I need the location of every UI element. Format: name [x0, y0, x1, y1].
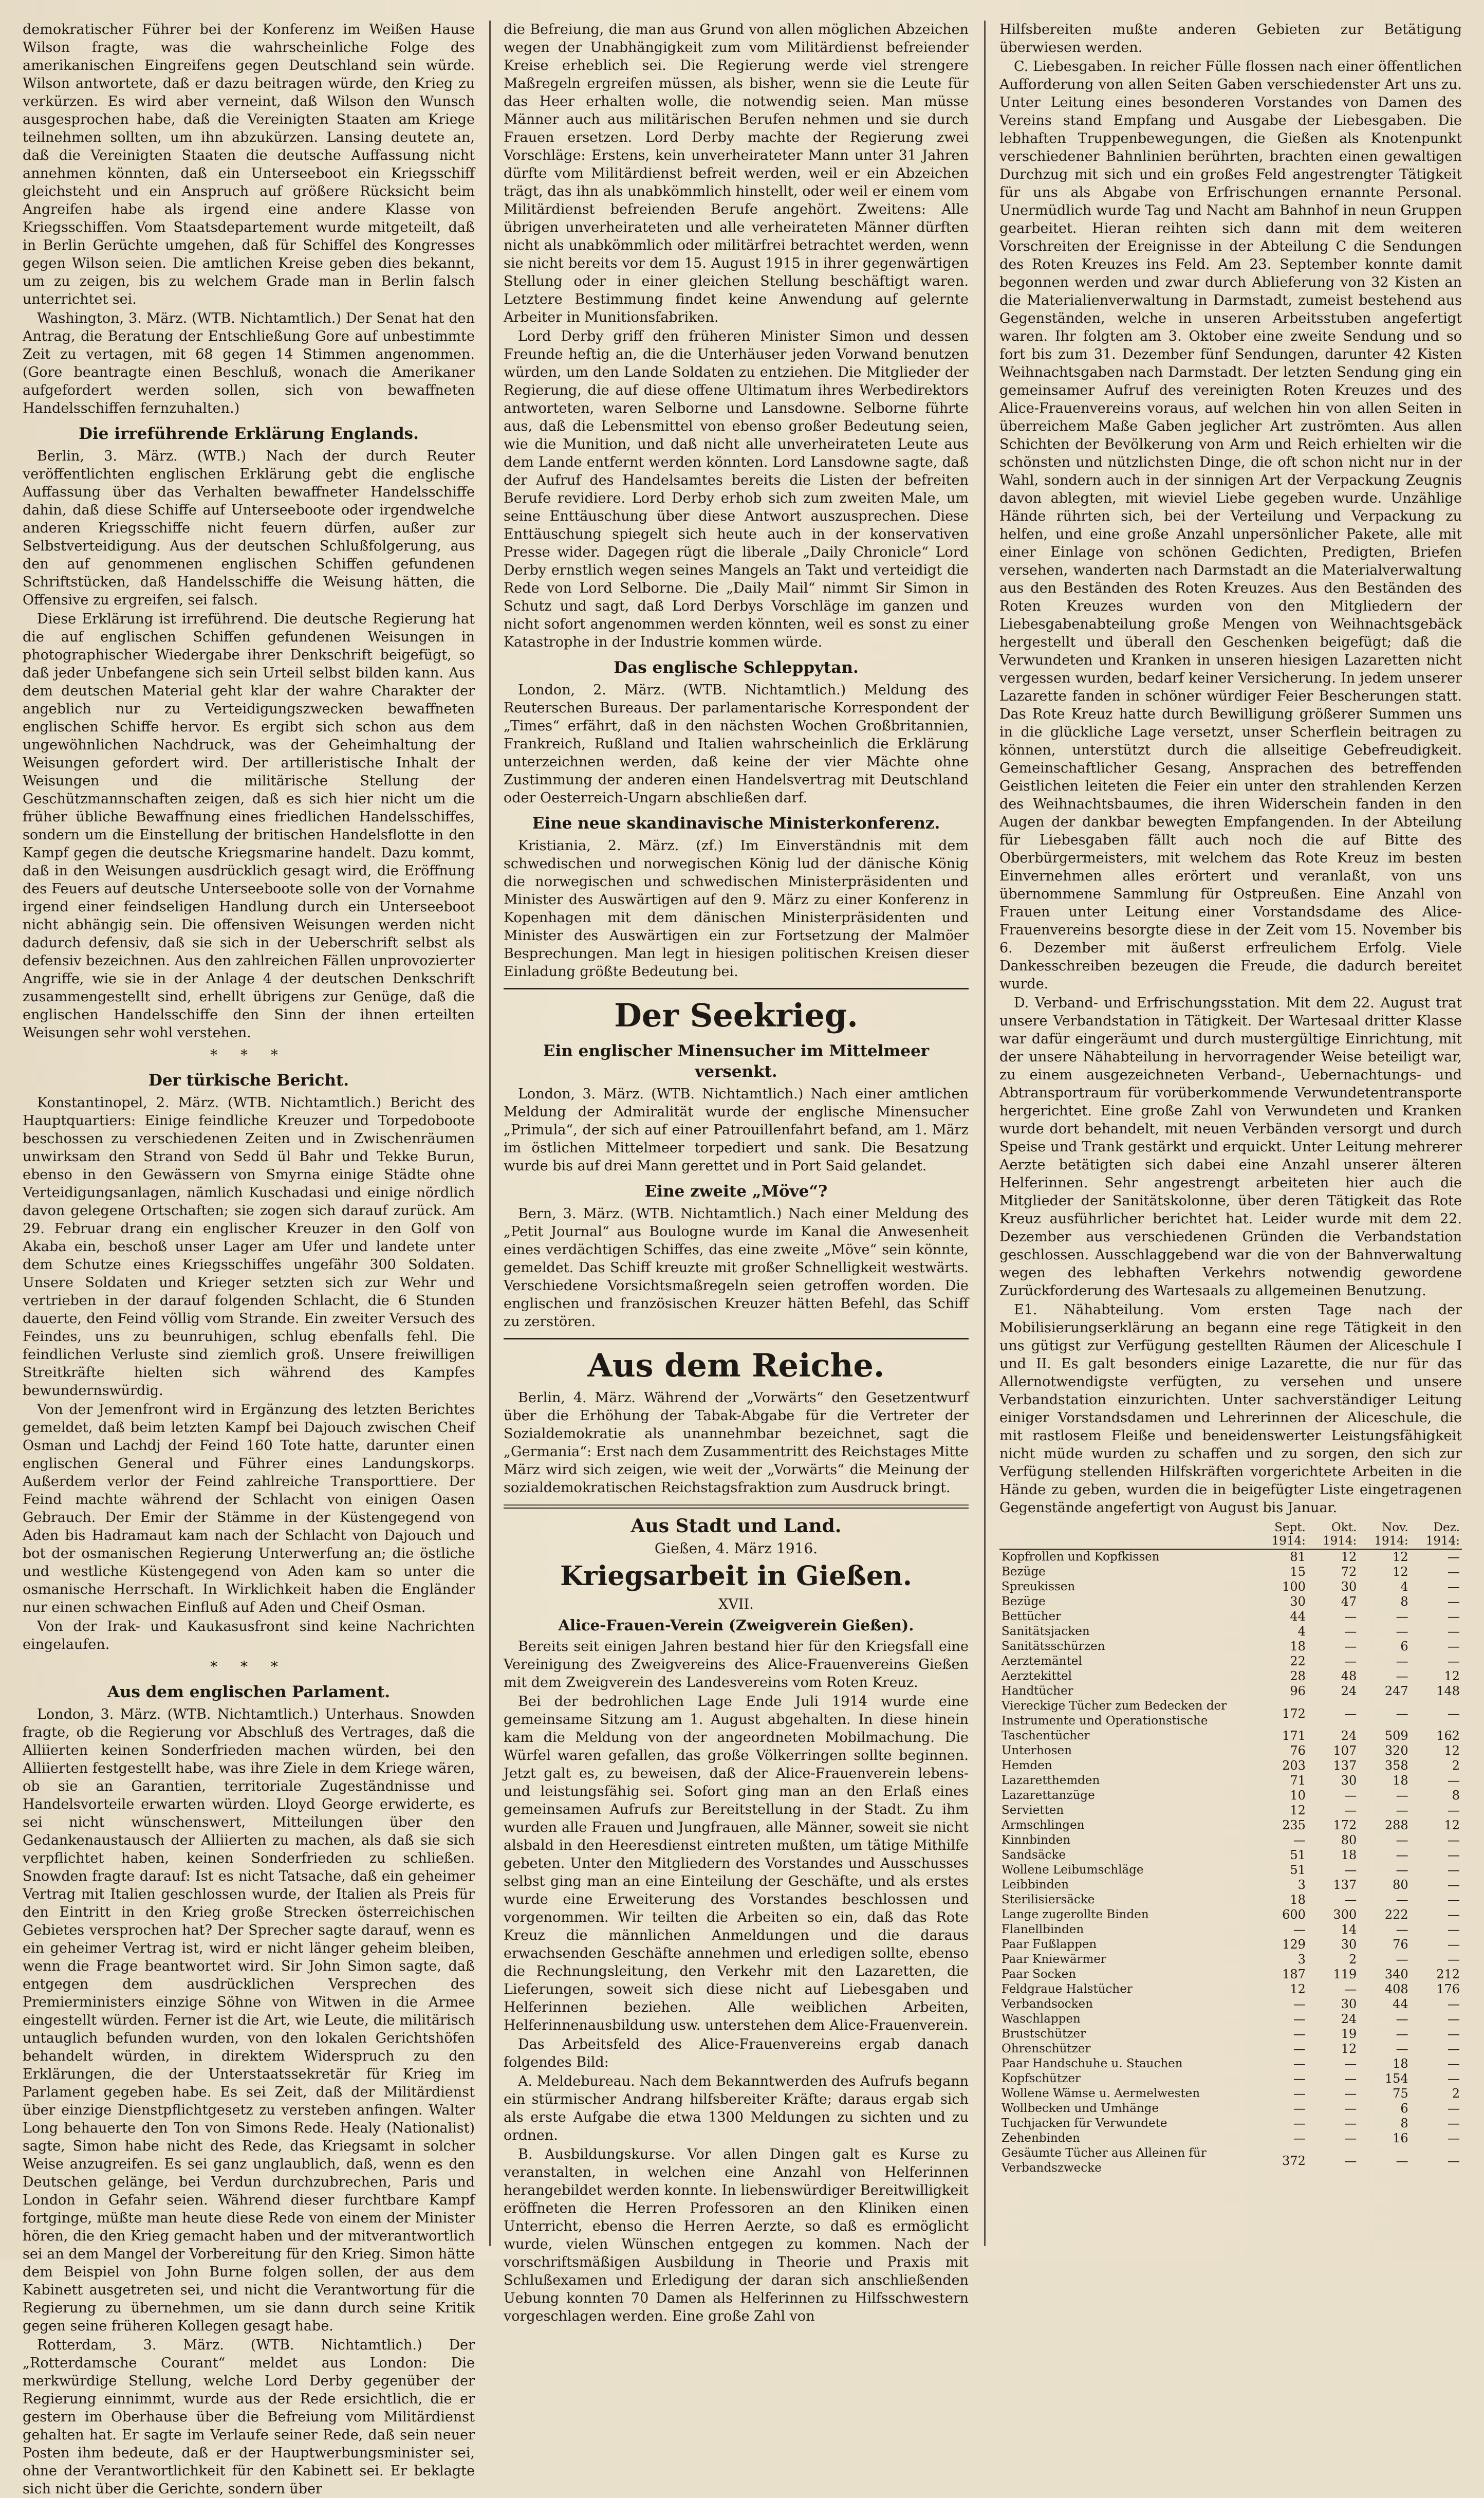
quantity-cell: 48	[1341, 1669, 1357, 1683]
table-header-cell: Okt. 1914:	[1308, 1520, 1359, 1549]
article-konstantinopel: Konstantinopel, 2. März. (WTB. Nichtamtlich.) Bericht des Hauptquartiers: Einige feindliche Kreuzer und Torpedoboote beschossen zu verschiedenen Zeiten und in Zwischenräumen unwirksam den Strand von Sedd ül Bahr und Tekke Burun, ebenso in den Gewässern von Smyrna einige Städte ohne Verteidigungsanlagen, nämlich Kuschadasi und einige nördlich davon gelegene Ortschaften; sie zogen sich darauf zurück. Am 29. Februar drang ein englischer Kreuzer in den Golf von Akaba ein, beschoß unser Lager am Ufer und landete unter dem Schutze eines Kriegsschiffes ungefähr 300 Soldaten. Unsere Soldaten und Krieger setzten sich zur Wehr und vertrieben in der darauf folgenden Schlacht, die 6 Stunden dauerte, den Feind völlig vom Strande. Ein zweiter Versuch des Feindes, uns zu beunruhigen, schlug ebenfalls fehl. Die feindlichen Verluste sind ziemlich groß. Unsere freiwilligen Streitkräfte hielten sich während des Kampfes bewundernswürdig.	[23, 1095, 475, 1399]
quantity-cell: —	[1293, 1922, 1306, 1937]
quantity-cell: —	[1448, 1922, 1460, 1937]
quantity-cell: 148	[1436, 1684, 1460, 1698]
article-irak: Von der Irak- und Kaukasusfront sind keine Nachrichten eingelaufen.	[23, 1619, 475, 1652]
table-header-cell: Sept. 1914:	[1254, 1520, 1307, 1549]
quantity-cell: 72	[1341, 1565, 1357, 1579]
quantity-cell: 12	[1341, 2042, 1357, 2056]
item-name-cell: Wollbecken und Umhänge	[1001, 2102, 1159, 2115]
quantity-cell: 12	[1444, 1743, 1460, 1758]
quantity-cell: 24	[1341, 1729, 1357, 1743]
item-name-cell: Brustschützer	[1001, 2027, 1086, 2041]
quantity-cell: 8	[1400, 1594, 1408, 1609]
quantity-cell: 162	[1436, 1729, 1460, 1743]
quantity-cell: 203	[1282, 1758, 1306, 1773]
quantity-cell: —	[1448, 1565, 1460, 1579]
item-name-cell: Wollene Leibumschläge	[1001, 1863, 1144, 1877]
item-name-cell: Gesäumte Tücher aus Alleinen für Verbandszwecke	[1001, 2146, 1207, 2175]
table-row	[999, 1878, 1462, 1893]
table-row	[999, 1863, 1462, 1878]
article-wilson-continued: demokratischer Führer bei der Konferenz im Weißen Hause Wilson fragte, was die wahrscheinliche Folge des amerikanischen Eingreifens gegen Deutschland sein würde. Wilson antwortete, daß er dazu beitragen würde, den Krieg zu verkürzen. Es wird aber verneint, daß Wilson den Wunsch ausgesprochen habe, daß die Vereinigten Staaten am Kriege teilnehmen sollten, um ihn abzukürzen. Lansing deutete an, daß die Vereinigten Staaten die deutsche Auffassung nicht annehmen könnten, daß ein Unterseeboot ein Kriegsschiff gleichsteht und ein Anspruch auf größere Rücksicht beim Angreifen habe als irgend eine andere Klasse von Kriegsschiffen. Vom Staatsdepartement wurde mitgeteilt, daß in Berlin Gerüchte umgehen, daß für Schiffel des Kongresses gegen Wilson seien. Die amtlichen Kreise geben dies bekannt, um zu zeigen, bis zu welchem Grade man in Berlin falsch unterrichtet sei.	[23, 22, 475, 307]
heading-parlament: Aus dem englischen Parlament.	[107, 1683, 391, 1701]
item-name-cell: Zehenbinden	[1001, 2132, 1080, 2145]
table-row	[999, 2086, 1462, 2101]
quantity-cell: —	[1293, 2116, 1306, 2130]
quantity-cell: —	[1448, 1550, 1460, 1564]
separator-stars-2: * * *	[210, 1658, 287, 1675]
quantity-cell: 172	[1282, 1706, 1306, 1721]
table-row	[999, 2056, 1462, 2071]
table-row	[999, 1893, 1462, 1907]
item-name-cell: Kopfrollen und Kopfkissen	[1001, 1550, 1160, 1564]
quantity-cell: —	[1396, 1609, 1408, 1624]
quantity-cell: 171	[1282, 1729, 1306, 1743]
quantity-cell: 4	[1297, 1624, 1306, 1639]
quantity-cell: 75	[1393, 2086, 1408, 2101]
quantity-cell: 18	[1393, 1773, 1408, 1788]
quantity-cell: 18	[1290, 1893, 1306, 1907]
quantity-cell: 100	[1282, 1579, 1306, 1594]
quantity-cell: 24	[1341, 2012, 1357, 2026]
column-rule-1	[489, 21, 491, 2246]
quantity-cell: 80	[1393, 1878, 1408, 1892]
column-3	[999, 21, 1462, 2246]
item-name-cell: Aerztekittel	[1001, 1669, 1072, 1683]
quantity-cell: 12	[1290, 1803, 1306, 1817]
quantity-cell: —	[1396, 1803, 1408, 1817]
quantity-cell: 235	[1282, 1818, 1306, 1832]
quantity-cell: 12	[1444, 1669, 1460, 1683]
quantity-cell: —	[1448, 2116, 1460, 2130]
quantity-cell: 30	[1341, 1579, 1357, 1594]
quantity-cell: —	[1344, 2086, 1357, 2101]
item-name-cell: Lange zugerollte Binden	[1001, 1908, 1149, 1921]
article-london-primula: London, 3. März. (WTB. Nichtamtlich.) Nach einer amtlichen Meldung der Admiralität wurde der englische Minensucher „Primula“, der sich auf einer Patrouillenfahrt befand, am 1. März im östlichen Mittelmeer torpediert und sank. Die Besatzung wurde bis auf drei Mann gerettet und in Port Said gelandet.	[504, 1086, 969, 1174]
item-name-cell: Handtücher	[1001, 1684, 1073, 1698]
quantity-cell: 16	[1393, 2131, 1408, 2145]
table-row	[999, 1624, 1462, 1639]
quantity-cell: —	[1396, 2042, 1408, 2056]
quantity-cell: 12	[1393, 1565, 1408, 1579]
heading-schleppytan: Das englische Schleppytan.	[614, 658, 859, 677]
quantity-cell: 119	[1333, 1967, 1357, 1981]
heading-alice-frauen-verein: Alice-Frauen-Verein (Zweigverein Gießen).	[558, 1617, 914, 1634]
quantity-cell: —	[1293, 2042, 1306, 2056]
table-row	[999, 2131, 1462, 2146]
heading-england: Die irreführende Erklärung Englands.	[79, 425, 419, 443]
table-row	[999, 1609, 1462, 1624]
quantity-cell: —	[1448, 2027, 1460, 2041]
heading-seekrieg: Der Seekrieg.	[614, 997, 858, 1034]
column-rule-2	[984, 21, 986, 2246]
alice-naehabteilung: E1. Nähabteilung. Vom ersten Tage nach der Mobilisierungserklärung an begann eine rege Tätigkeit in den uns gütigst zur Verfügung gestellten Räumen der Aliceschule I und II. Es galt besonders einige Lazarette, die nur für das Allernotwendigste verfügten, zu versehen und unsere Verbandstation einzurichten. Unter sachverständiger Leitung einiger Vorstandsdamen und Lehrerinnen der Aliceschule, die mit rastlosem Fleiße und beneidenswerter Leistungsfähigkeit nicht müde wurden zu schaffen und zu sorgen, den sich zur Verfügung stellenden Hilfskräften vorgerichtete Arbeiten in die Hände zu geben, wurden die in beigefügter Liste eingetragenen Gegenstände angefertigt von August bis Januar.	[999, 1302, 1462, 1516]
table-row	[999, 2071, 1462, 2086]
quantity-cell: 12	[1290, 1982, 1306, 1996]
quantity-cell: —	[1448, 2153, 1460, 2168]
table-row	[999, 1967, 1462, 1982]
quantity-cell: 30	[1341, 1937, 1357, 1952]
quantity-cell: 4	[1400, 1579, 1408, 1594]
table-row	[999, 2042, 1462, 2056]
quantity-cell: 96	[1290, 1684, 1306, 1698]
table-row	[999, 1982, 1462, 1997]
table-row	[999, 1952, 1462, 1967]
heading-skandinavisch: Eine neue skandinavische Ministerkonferenz.	[532, 814, 940, 833]
alice-liebesgaben: C. Liebesgaben. In reicher Fülle flossen nach einer öffentlichen Aufforderung von allen Seiten Gaben verschiedenster Art uns zu. Unter Leitung eines besonderen Vorstandes von Damen des Vereins stand Empfang und Ausgabe der Liebesgaben. Die lebhaften Truppenbewegungen, die Gießen als Knotenpunkt verschiedener Bahnlinien berührten, brachten einen gewaltigen Durchzug mit sich und ein großes Feld angestrengter Tätigkeit für uns als Abgabe von Erfrischungen ernannte Personal. Unermüdlich wurde Tag und Nacht am Bahnhof in neun Gruppen gearbeitet. Hieran reihten sich dann mit dem weiteren Vorschreiten der Ereignisse in der Abteilung C die Sendungen des Roten Kreuzes ins Feld. Am 23. September konnte damit begonnen werden und zwar durch Ablieferung von 32 Kisten an die Materialienverwaltung in Darmstadt, zumeist bestehend aus Gegenständen, welche in unseren Arbeitsstuben angefertigt waren. Ihr folgten am 3. Oktober eine zweite Sendung und so fort bis zum 31. Dezember fünf Sendungen, darunter 42 Kisten Weihnachtsgaben nach Darmstadt. Der letzten Sendung ging ein gemeinsamer Aufruf des vereinigten Roten Kreuzes und des Alice-Frauenvereins voraus, auf welchen hin von allen Seiten in überreichem Maße Gaben jeglicher Art zuströmten. Aus allen Schichten der Bevölkerung von Arm und Reich erhielten wir die schönsten und nützlichsten Dinge, die oft schon nicht nur in der Wahl, sondern auch in der sinnigen Art der Verpackung Zeugnis davon ablegten, mit wieviel Liebe gegeben wurde. Unzählige Hände rührten sich, bei der Verteilung und Verpackung zu helfen, und eine große Anzahl unpersönlicher Pakete, alle mit einer Einlage von schönen Gedichten, Predigten, Briefen versehen, wanderten nach Darmstadt an die Materialverwaltung aus den Beständen des Roten Kreuzes. Aus den Beständen des Roten Kreuzes wurden von den Mitgliedern der Liebesgabenabteilung große Mengen von Weihnachtsgebäck hergestellt und überall den Geschenken beigefügt; daß die Verwundeten und Kranken in unseren hiesigen Lazaretten nicht vergessen wurden, bedarf keiner Versicherung. In jedem unserer Lazarette fanden in schöner würdiger Feier Bescherungen statt. Das Rote Kreuz hatte durch Bewilligung größerer Summen uns in die glückliche Lage versetzt, unser Scherflein beitragen zu können, unterstützt durch die allseitige Gebefreudigkeit. Gemeinschaftlicher Gesang, Ansprachen des betreffenden Geistlichen leiteten die Feier ein unter den strahlenden Kerzen des Weihnachtsbaumes, die ihren Widerschein fanden in den Augen der dankbar bewegten Empfangenden. In der Abteilung für Liebesgaben fällt auch noch die auf Bitte des Oberbürgermeisters, mit welchem das Rote Kreuz im besten Einvernehmen alles erörtert und veranlaßt, von uns übernommene Sammlung für Ostpreußen. Eine Anzahl von Frauen unter Leitung einer Vorstandsdame des Alice-Frauenvereins besorgte diese in der Zeit vom 15. November bis 6. Dezember mit äußerst erfreulichem Erfolg. Viele Dankesschreiben bezeugen die Freude, die dadurch bereitet wurde.	[999, 59, 1462, 992]
item-name-cell: Waschlappen	[1001, 2012, 1081, 2026]
item-name-cell: Kinnbinden	[1001, 1833, 1071, 1847]
quantity-cell: 44	[1393, 1997, 1408, 2011]
quantity-cell: 6	[1400, 1639, 1408, 1654]
quantity-cell: —	[1448, 1773, 1460, 1788]
heading-moewe: Eine zweite „Möve“?	[644, 1182, 828, 1201]
quantity-cell: 6	[1400, 2101, 1408, 2116]
quantity-cell: 30	[1341, 1773, 1357, 1788]
quantity-cell: —	[1396, 2012, 1408, 2026]
quantity-cell: —	[1448, 1907, 1460, 1922]
quantity-cell: 76	[1393, 1937, 1408, 1952]
quantity-cell: —	[1293, 2086, 1306, 2101]
quantity-cell: 212	[1436, 1967, 1460, 1981]
alice-paragraph-3: Das Arbeitsfeld des Alice-Frauenvereins ergab danach folgendes Bild:	[504, 2036, 969, 2070]
table-header-cell: Dez. 1914:	[1411, 1520, 1462, 1549]
item-name-cell: Paar Fußlappen	[1001, 1938, 1097, 1951]
table-header-cell	[999, 1520, 1254, 1549]
quantity-cell: 408	[1384, 1982, 1408, 1996]
quantity-cell: —	[1448, 1609, 1460, 1624]
quantity-cell: 71	[1290, 1773, 1306, 1788]
quantity-cell: —	[1448, 2101, 1460, 2116]
quantity-cell: —	[1448, 1863, 1460, 1877]
quantity-cell: 80	[1341, 1833, 1357, 1847]
quantity-cell: —	[1448, 2012, 1460, 2026]
quantity-cell: —	[1396, 2153, 1408, 2168]
article-bern: Bern, 3. März. (WTB. Nichtamtlich.) Nach einer Meldung des „Petit Journal“ aus Boulogne wurde im Kanal die Anwesenheit eines verdächtigen Schiffes, das eine zweite „Möve“ sein könnte, gemeldet. Das Schiff kreuzte mit großer Schnelligkeit westwärts. Verschiedene Vorsichtsmaßregeln seien getroffen worden. Die englischen und französischen Kreuzer hätten Befehl, das Schiff zu zerstören.	[504, 1206, 969, 1330]
quantity-cell: —	[1448, 1594, 1460, 1609]
heading-minensucher: Ein englischer Minensucher im Mittelmeer versenkt.	[543, 1042, 930, 1081]
quantity-cell: 222	[1384, 1907, 1408, 1922]
quantity-cell: 51	[1290, 1863, 1306, 1877]
quantity-cell: 10	[1290, 1788, 1306, 1803]
quantity-cell: 12	[1444, 1818, 1460, 1832]
quantity-cell: —	[1448, 1654, 1460, 1668]
quantity-cell: —	[1448, 1833, 1460, 1847]
quantity-cell: —	[1344, 1639, 1357, 1654]
quantity-cell: 340	[1384, 1967, 1408, 1981]
quantity-cell: 76	[1290, 1743, 1306, 1758]
quantity-cell: 2	[1452, 1758, 1460, 1773]
quantity-cell: —	[1344, 2056, 1357, 2071]
dateline: Gießen, 4. März 1916.	[654, 1540, 818, 1557]
quantity-cell: —	[1448, 1706, 1460, 1721]
table-header-cell: Nov. 1914:	[1359, 1520, 1410, 1549]
quantity-cell: —	[1448, 2131, 1460, 2145]
item-name-cell: Bezüge	[1001, 1595, 1046, 1608]
quantity-cell: 19	[1341, 2027, 1357, 2041]
quantity-cell: 18	[1341, 1848, 1357, 1862]
item-name-cell: Tuchjacken für Verwundete	[1001, 2117, 1167, 2130]
quantity-cell: 8	[1400, 2116, 1408, 2130]
quantity-cell: 358	[1384, 1758, 1408, 1773]
article-berlin: Berlin, 3. März. (WTB.) Nach der durch Reuter veröffentlichten englischen Erklärung gebt die englische Auffassung über das Verhalten bewaffneter Handelsschiffe dahin, daß diese Schiffe auf Unterseeboote oder irgendwelche anderen Kriegsschiffe nicht feuern dürfen, außer zur Selbstverteidigung. Aus der deutschen Schlußfolgerung, aus den auf genommenen englischen Schiffen gefundenen Schriftstücken, daß Handelsschiffe die Weisung hätten, die Offensive zu ergreifen, sei falsch.	[23, 448, 475, 608]
quantity-cell: 137	[1333, 1758, 1357, 1773]
inventory-table-body	[999, 1549, 1462, 2176]
separator-stars: * * *	[210, 1046, 287, 1063]
quantity-cell: 600	[1282, 1907, 1306, 1922]
table-row	[999, 1699, 1462, 1729]
table-row	[999, 1639, 1462, 1654]
quantity-cell: —	[1293, 2131, 1306, 2145]
quantity-cell: —	[1293, 2101, 1306, 2116]
quantity-cell: —	[1344, 1788, 1357, 1803]
item-name-cell: Verbandsocken	[1001, 1997, 1093, 2011]
quantity-cell: 28	[1290, 1669, 1306, 1683]
item-name-cell: Ohrenschützer	[1001, 2042, 1091, 2055]
article-rotterdam: Rotterdam, 3. März. (WTB. Nichtamtlich.) Der „Rotterdamsche Courant“ meldet aus London: Die merkwürdige Stellung, welche Lord Derby gegenüber der Regierung einnimmt, wurde aus der Rede ersichtlich, die er gestern im Oberhause über die Befreiung vom Militärdienst gehalten hat. Er sagte im Verlaufe seiner Rede, daß sein neuer Posten ihm bedeute, daß er der Hauptwerbungsminister sei, ohne der Verantwortlichkeit für den Kabinett sei. Er beklagte sich nicht über die Gerichte, sondern über	[23, 2337, 475, 2497]
quantity-cell: —	[1396, 1624, 1408, 1639]
item-name-cell: Bettücher	[1001, 1610, 1062, 1623]
quantity-cell: —	[1344, 2071, 1357, 2086]
quantity-cell: —	[1448, 1893, 1460, 1907]
quantity-cell: 30	[1341, 1997, 1357, 2011]
item-name-cell: Leibbinden	[1001, 1878, 1069, 1891]
quantity-cell: —	[1448, 1579, 1460, 1594]
table-row	[999, 1788, 1462, 1803]
quantity-cell: —	[1344, 1803, 1357, 1817]
item-name-cell: Sterilisiersäcke	[1001, 1893, 1095, 1906]
item-name-cell: Paar Kniewärmer	[1001, 1953, 1106, 1966]
item-name-cell: Sandsäcke	[1001, 1848, 1066, 1862]
alice-meldebureau: A. Meldebureau. Nach dem Bekanntwerden des Aufrufs begann ein stürmischer Andrang hilfsbereiter Kräfte; daraus ergab sich als erste Aufgabe die etwa 1300 Meldungen zu sichten und zu ordnen.	[504, 2073, 969, 2143]
quantity-cell: 129	[1282, 1937, 1306, 1952]
quantity-cell: 15	[1290, 1565, 1306, 1579]
quantity-cell: 176	[1436, 1982, 1460, 1996]
table-row	[999, 1758, 1462, 1773]
item-name-cell: Paar Socken	[1001, 1968, 1077, 1981]
item-name-cell: Hemden	[1001, 1759, 1052, 1772]
quantity-cell: —	[1344, 2116, 1357, 2130]
table-row	[999, 1743, 1462, 1758]
quantity-cell: —	[1344, 1863, 1357, 1877]
heading-reich: Aus dem Reiche.	[587, 1347, 885, 1384]
column-2	[504, 21, 969, 2324]
item-name-cell: Wollene Wämse u. Aermelwesten	[1001, 2087, 1200, 2100]
article-derby-2: Lord Derby griff den früheren Minister Simon und dessen Freunde heftig an, die die Unterhäuser jeden Vorwand benutzen würden, um den Lande Soldaten zu entziehen. Die Mitglieder der Regierung, die auf diese offene Ultimatum ihres Werbedirektors antworteten, waren Selborne und Lansdowne. Selborne führte aus, daß die Lebensmittel von ebenso großer Bedeutung seien, wie die Munition, und daß nicht alle unverheirateten Leute aus dem Lande entfernt werden könnten. Lord Lansdowne sagte, daß der Aufruf des Handelsamtes bereits die Listen der befreiten Berufe revidiere. Lord Derby erhob sich zum zweiten Male, um seine Enttäuschung über diese Antwort auszusprechen. Diese Enttäuschung spiegelt sich heute auch in der konservativen Presse wider. Dagegen rügt die liberale „Daily Chronicle“ Lord Derby ernstlich wegen seines Mangels an Takt und verteidigt die Rede von Lord Selborne. Die „Daily Mail“ nimmt Sir Simon in Schutz und sagt, daß Lord Derbys Vorschläge im ganzen und nicht sofort angenommen werden könnten, weil es sonst zu einer Katastrophe in der Industrie kommen würde.	[504, 328, 969, 650]
quantity-cell: —	[1344, 1609, 1357, 1624]
quantity-cell: —	[1396, 1788, 1408, 1803]
alice-continued: Hilfsbereiten mußte anderen Gebieten zur Betätigung überwiesen werden.	[999, 22, 1462, 56]
table-row	[999, 1565, 1462, 1579]
table-row	[999, 2116, 1462, 2131]
quantity-cell: 3	[1297, 1952, 1306, 1967]
item-name-cell: Lazarettanzüge	[1001, 1789, 1095, 1802]
quantity-cell: —	[1448, 1937, 1460, 1952]
quantity-cell: —	[1344, 1654, 1357, 1668]
quantity-cell: 288	[1384, 1818, 1408, 1832]
quantity-cell: —	[1344, 2153, 1357, 2168]
item-name-cell: Taschentücher	[1001, 1729, 1090, 1742]
table-row	[999, 2146, 1462, 2176]
table-row	[999, 2101, 1462, 2116]
article-washington: Washington, 3. März. (WTB. Nichtamtlich.) Der Senat hat den Antrag, die Beratung der Entschließung Gore auf unbestimmte Zeit zu vertagen, mit 68 gegen 14 Stimmen angenommen. (Gore beantragte einen Beschluß, wonach die Amerikaner aufgefordert werden sollen, sich von bewaffneten Handelsschiffen fernzuhalten.)	[23, 310, 475, 416]
quantity-cell: —	[1448, 1803, 1460, 1817]
table-row	[999, 1669, 1462, 1684]
double-divider	[504, 1504, 969, 1509]
table-row	[999, 1549, 1462, 1565]
item-name-cell: Flanellbinden	[1001, 1923, 1084, 1936]
quantity-cell: 47	[1341, 1594, 1357, 1609]
quantity-cell: 44	[1290, 1609, 1306, 1624]
article-london-unterhaus: London, 3. März. (WTB. Nichtamtlich.) Unterhaus. Snowden fragte, ob die Regierung vor Abschluß des Vertrages, daß die Alliierten keinen Sonderfrieden machen würden, bei den Alliierten festgestellt habe, was ihre Ziele in dem Kriege wären, ob sie an Garantien, territoriale Zugeständnisse und Handelsvorteile erwarten würden. Lloyd George erwiderte, es sei nicht wünschenswert, Mitteilungen über den Gedankenaustausch der Alliierten zu machen, als daß sie sich verpflichtet haben, keinen Sonderfrieden zu schließen. Snowden fragte darauf: Ist es nicht Tatsache, daß ein geheimer Vertrag mit Italien geschlossen wurde, der Italien als Preis für den Eintritt in den Krieg große Strecken österreichischen Gebietes versprochen hat? Der Sprecher sagte darauf, wenn es ein geheimer Vertrag ist, wird er nicht länger geheim bleiben, wenn die Frage beantwortet wird. Sir John Simon sagte, daß entgegen dem ausdrücklichen Versprechen des Premierministers einzige Söhne von Witwen in die Armee eingestellt würden. Ferner ist die Art, wie Leute, die militärisch untauglich befunden wurden, von den lokalen Gerichtshöfen behandelt würden, in direktem Widerspruch zu den Erklärungen, die der Unterstaatssekretär für Krieg im Parlament gegeben habe. Es sei Zeit, daß der Militärdienst über einzige Dienstpflichtgesetz zu versteben anfingen. Walter Long behauerte den Ton von Simons Rede. Healy (Nationalist) sagte, Simon habe nicht des Rede, das Kriegsamt in solcher Weise anzugreifen. Es sei ganz unglaublich, daß, wenn es den Deutschen gelänge, bei Verdun durchzubrechen, Paris und London in Gefahr seien. Während dieser furchtbare Kampf fortginge, müßte man heute diese Rede von einem der Minister hören, die den Krieg gemacht haben und der mitverantwortlich sei an dem Mangel der Vorbereitung für den Krieg. Simon hätte dem Beispiel von John Burne folgen sollen, der aus dem Kabinett ausgetreten sei, und nicht die Verantwortung für die Regierung zu übernehmen, um sie dann durch seine Kritik gegen seine früheren Kollegen gesagt habe.	[23, 1706, 475, 2334]
quantity-cell: 18	[1393, 2056, 1408, 2071]
quantity-cell: 300	[1333, 1907, 1357, 1922]
article-berlin-2: Diese Erklärung ist irreführend. Die deutsche Regierung hat die auf englischen Schiffen gefundenen Weisungen in photographischer Wiedergabe ihrer Denkschrift beigefügt, so daß jeder Unbefangene sich sein Urteil selbst bilden kann. Aus dem deutschen Material geht klar der wahre Charakter der angeblich nur zu Verteidigungszwecken bewaffneten englischen Schiffe hervor. Es ergibt sich schon aus dem ungewöhnlichen Nachdruck, was der Geheimhaltung der Weisungen gefordert wird. Der artilleristische Inhalt der Weisungen und die militärische Stellung der Geschützmannschaften zeigen, daß es sich hier nicht um die früher übliche Bewaffnung eines friedlichen Handelsschiffes, sondern um die Einstellung der britischen Handelsflotte in den Kampf gegen die deutsche Kriegsmarine handelt. Dazu kommt, daß in den Weisungen ausdrücklich gesagt wird, die Eröffnung des Feuers auf deutsche Unterseeboote solle von der Vornahme irgend einer feindseligen Handlung durch ein Unterseeboot nicht abhängig sein. Die offensiven Weisungen werden nicht dadurch defensiv, daß sie sich in der Ueberschrift selbst als defensiv bezeichnen. Aus den zahlreichen Fällen unprovozierter Angriffe, wie sie in der Anlage 4 der deutschen Denkschrift zusammengestellt sind, erhellt übrigens zur Genüge, daß die englischen Handelsschiffe den Sinn der ihnen erteilten Weisungen sehr wohl verstehen.	[23, 611, 475, 1041]
item-name-cell: Aerztemäntel	[1001, 1655, 1082, 1668]
table-row	[999, 2012, 1462, 2027]
table-row	[999, 1848, 1462, 1863]
article-jemenfront: Von der Jemenfront wird in Ergänzung des letzten Berichtes gemeldet, daß beim letzten Kampf bei Dajouch zwischen Cheif Osman und Lachdj der Feind 160 Tote hatte, darunter einen englischen General und Führer eines Landungskorps. Außerdem verlor der Feind zahlreiche Transporttiere. Der Feind machte während der Schlacht von einigen Oasen Gebrauch. Der Emir der Stämme in der Küstengegend von Aden bis Hadramaut kam nach der Schlacht von Dajouch und bot der osmanischen Regierung Unterwerfung an; die östliche und westliche Küstengegend von Aden kam so unter die osmanische Herrschaft. In Wirklichkeit haben die Engländer nur einen schwachen Einfluß auf Aden und Cheif Osman.	[23, 1402, 475, 1615]
quantity-cell: 8	[1452, 1788, 1460, 1803]
quantity-cell: 22	[1290, 1654, 1306, 1668]
table-row	[999, 1818, 1462, 1833]
quantity-cell: —	[1293, 2012, 1306, 2026]
quantity-cell: 320	[1384, 1743, 1408, 1758]
quantity-cell: 187	[1282, 1967, 1306, 1981]
quantity-cell: 3	[1297, 1878, 1306, 1892]
quantity-cell: —	[1396, 1848, 1408, 1862]
quantity-cell: —	[1396, 1922, 1408, 1937]
item-name-cell: Paar Handschuhe u. Stauchen	[1001, 2057, 1183, 2070]
item-name-cell: Servietten	[1001, 1804, 1064, 1817]
divider-2	[504, 1338, 969, 1339]
article-london-times: London, 2. März. (WTB. Nichtamtlich.) Meldung des Reuterschen Bureaus. Der parlamentarische Korrespondent der „Times“ erfährt, daß in den nächsten Wochen Großbritannien, Frankreich, Rußland und Italien wahrscheinlich die Erklärung unterzeichnen werden, daß keine der vier Mächte ohne Zustimmung der anderen einen Handelsvertrag mit Deutschland oder Oesterreich-Ungarn abschließen darf.	[504, 682, 969, 806]
alice-paragraph-1: Bereits seit einigen Jahren bestand hier für den Kriegsfall eine Vereinigung des Zweigvereins des Alice-Frauenvereins Gießen mit dem Zweigverein des Landesvereins vom Roten Kreuz.	[504, 1639, 969, 1691]
quantity-cell: —	[1344, 2101, 1357, 2116]
item-name-cell: Bezüge	[1001, 1565, 1046, 1578]
item-name-cell: Feldgraue Halstücher	[1001, 1982, 1133, 1996]
alice-paragraph-2: Bei der bedrohlichen Lage Ende Juli 1914 wurde eine gemeinsame Sitzung am 1. August abgehalten. In diese hinein kam die Meldung von der angeordneten Mobilmachung. Die Würfel waren gefallen, das große Völkerringen sollte beginnen. Jetzt galt es, zu beweisen, daß der Alice-Frauenverein lebens- und leistungsfähig sei. Sofort ging man an den Erlaß eines gemeinsamen Aufrufs zur Bereitstellung in der Stadt. Zu ihm wurden alle Frauen und Jungfrauen, alle Männer, soweit sie nicht alsbald in den Heeresdienst eintreten mußten, um tätige Mithilfe gebeten. Unter den Mitgliedern des Vorstandes und Ausschusses selbst ging man an eine Einteilung der Geschäfte, und als erstes wurde eine Erweiterung des Vorstandes beschlossen und vorgenommen. Wir teilten die Arbeiten so ein, daß das Rote Kreuz die männlichen Anmeldungen und die daraus erwachsenden Geschäfte annehmen und erledigen sollte, ebenso die Rechnungsleitung, den Verkehr mit den Lazaretten, die Lieferungen, soweit sich diese nicht auf Liebesgaben und Helferinnen beziehen. Alle weiblichen Arbeiten, Helferinnenausbildung usw. unterstehen dem Alice-Frauenverein.	[504, 1694, 969, 2033]
heading-stadt-und-land: Aus Stadt und Land.	[630, 1515, 842, 1537]
item-name-cell: Lazaretthemden	[1001, 1774, 1100, 1787]
quantity-cell: 107	[1333, 1743, 1357, 1758]
quantity-cell: 2	[1452, 2086, 1460, 2101]
table-row	[999, 1833, 1462, 1848]
inventory-table	[999, 1520, 1462, 2176]
divider	[504, 988, 969, 989]
quantity-cell: 509	[1384, 1729, 1408, 1743]
quantity-cell: —	[1448, 1624, 1460, 1639]
quantity-cell: 137	[1333, 1878, 1357, 1892]
quantity-cell: —	[1448, 1952, 1460, 1967]
quantity-cell: —	[1293, 1997, 1306, 2011]
item-name-cell: Sanitätsjacken	[1001, 1625, 1090, 1638]
quantity-cell: 2	[1348, 1952, 1357, 1967]
table-row	[999, 2027, 1462, 2042]
quantity-cell: —	[1293, 2027, 1306, 2041]
quantity-cell: 12	[1393, 1550, 1408, 1564]
table-row	[999, 1997, 1462, 2012]
quantity-cell: —	[1396, 1893, 1408, 1907]
table-row	[999, 1684, 1462, 1699]
quantity-cell: —	[1448, 1878, 1460, 1892]
table-row	[999, 1773, 1462, 1788]
quantity-cell: —	[1344, 2131, 1357, 2145]
quantity-cell: —	[1396, 1833, 1408, 1847]
quantity-cell: —	[1448, 1848, 1460, 1862]
quantity-cell: 247	[1384, 1684, 1408, 1698]
item-name-cell: Unterhosen	[1001, 1744, 1072, 1757]
table-row	[999, 1937, 1462, 1952]
item-name-cell: Armschlingen	[1001, 1819, 1085, 1832]
item-name-cell: Sanitätsschürzen	[1001, 1640, 1105, 1653]
quantity-cell: 18	[1290, 1639, 1306, 1654]
quantity-cell: 372	[1282, 2153, 1306, 2168]
quantity-cell: —	[1396, 1706, 1408, 1721]
quantity-cell: 14	[1341, 1922, 1357, 1937]
quantity-cell: —	[1344, 1706, 1357, 1721]
part-number: XVII.	[718, 1596, 754, 1612]
quantity-cell: —	[1396, 1669, 1408, 1683]
quantity-cell: —	[1396, 2027, 1408, 2041]
quantity-cell: —	[1293, 2071, 1306, 2086]
table-row	[999, 1907, 1462, 1922]
table-header-row	[999, 1520, 1462, 1549]
quantity-cell: —	[1448, 2042, 1460, 2056]
quantity-cell: 172	[1333, 1818, 1357, 1832]
table-row	[999, 1594, 1462, 1609]
heading-kriegsarbeit: Kriegsarbeit in Gießen.	[560, 1560, 912, 1592]
table-row	[999, 1654, 1462, 1669]
quantity-cell: —	[1344, 1624, 1357, 1639]
quantity-cell: —	[1448, 1639, 1460, 1654]
quantity-cell: —	[1448, 1997, 1460, 2011]
alice-verbandstation: D. Verband- und Erfrischungsstation. Mit dem 22. August trat unsere Verbandstation in Tätigkeit. Der Wartesaal dritter Klasse war dafür eingeräumt und durch mustergültige Einrichtung, mit der unsere Nähabteilung in hervorragender Weise beteiligt war, zu einem ausgezeichneten Verband-, Uebernachtungs- und Abtransportraum für vorüberkommende Verwundetentransporte hergerichtet. Eine große Zahl von Verwundeten und Kranken wurde dort behandelt, mit neuen Verbänden versorgt und durch Speise und Trank gestärkt und erquickt. Unter Leitung mehrerer Aerzte betätigten sich dabei eine Anzahl unserer älteren Helferinnen. Sehr angestrengt arbeiteten hier auch die Mitglieder der Sanitätskolonne, über deren Tätigkeit das Rote Kreuz ausführlicher berichtet hat. Leider wurde mit dem 22. Dezember aus verschiedenen Gründen die Verbandstation geschlossen. Ausschlaggebend war die von der Bahnverwaltung wegen des lebhaften Verkehrs notwendig gewordene Zurückforderung des Wartesaals zu allgemeinen Benutzung.	[999, 995, 1462, 1299]
quantity-cell: —	[1448, 2056, 1460, 2071]
alice-ausbildungskurse: B. Ausbildungskurse. Vor allen Dingen galt es Kurse zu veranstalten, in welchen eine Anzahl von Helferinnen herangebildet werden konnte. In liebenswürdiger Bereitwilligkeit eröffneten die Herren Professoren an den Kliniken einen Unterricht, ebenso die Herren Aerzte, so daß es ermöglicht wurde, vielen Wünschen entgegen zu kommen. Nach der vorschriftsmäßigen Ausbildung in Theorie und Praxis mit Schlußexamen und Erledigung der daran sich anschließenden Uebung konnten 70 Damen als Helferinnen zu Hilfsschwestern vorgeschlagen werden. Eine große Zahl von	[504, 2146, 969, 2324]
quantity-cell: —	[1293, 2056, 1306, 2071]
table-row	[999, 1922, 1462, 1937]
quantity-cell: —	[1344, 1982, 1357, 1996]
quantity-cell: —	[1293, 1833, 1306, 1847]
table-row	[999, 1729, 1462, 1743]
article-berlin-tabak: Berlin, 4. März. Während der „Vorwärts“ den Gesetzentwurf über die Erhöhung der Tabak-Abgabe für die Vertreter der Sozialdemokratie als unannehmbar bezeichnet, sagt die „Germania“: Erst nach dem Zusammentritt des Reichstages Mitte März wird sich zeigen, wie weit der „Vorwärts“ die Meinung der sozialdemokratischen Reichstagsfraktion zum Ausdruck bringt.	[504, 1390, 969, 1496]
quantity-cell: —	[1396, 1952, 1408, 1967]
article-derby-continued: die Befreiung, die man aus Grund von allen möglichen Abzeichen wegen der Unabhängigkeit zum vom Militärdienst befreiender Kreise erheblich sei. Die Regierung werde viel strengere Maßregeln ergreifen müssen, als bisher, wenn sie die Leute für das Heer erhalten wolle, die notwendig seien. Man müsse Männer auch aus militärischen Berufen nehmen und sie durch Frauen ersetzen. Lord Derby machte der Regierung zwei Vorschläge: Erstens, kein unverheirateter Mann unter 31 Jahren dürfte vom Militärdienst befreit werden, weil er ein Abzeichen trägt, das ihn als unabkömmlich hinstellt, oder weil er einem vom Militärdienst befreienden Berufe angehört. Zweitens: Alle übrigen unverheirateten und alle verheirateten Männer dürften nicht als unabkömmlich oder militärfrei betrachtet werden, wenn sie nicht bereits vor dem 15. August 1915 in ihrer gegenwärtigen Stellung oder in einer gleichen Stellung beschäftigt waren. Letztere Bestimmung findet keine Anwendung auf gelernte Arbeiter in Munitionsfabriken.	[504, 22, 969, 325]
quantity-cell: 12	[1341, 1550, 1357, 1564]
quantity-cell: —	[1396, 1863, 1408, 1877]
quantity-cell: 24	[1341, 1684, 1357, 1698]
item-name-cell: Spreukissen	[1001, 1580, 1075, 1593]
quantity-cell: —	[1448, 2071, 1460, 2086]
quantity-cell: 51	[1290, 1848, 1306, 1862]
quantity-cell: 30	[1290, 1594, 1306, 1609]
quantity-cell: —	[1344, 1893, 1357, 1907]
item-name-cell: Kopfschützer	[1001, 2072, 1081, 2085]
quantity-cell: 154	[1384, 2071, 1408, 2086]
article-kristiania: Kristiania, 2. März. (zf.) Im Einverständnis mit dem schwedischen und norwegischen König lud der dänische König die norwegischen und schwedischen Ministerpräsidenten und Minister des Auswärtigen auf den 9. März zu einer Konferenz in Kopenhagen mit dem dänischen Ministerpräsidenten und Minister des Auswärtigen ein zur Fortsetzung der Malmöer Besprechungen. Man legt in hiesigen politischen Kreisen dieser Einladung größte Bedeutung bei.	[504, 838, 969, 980]
table-row	[999, 1579, 1462, 1594]
quantity-cell: 81	[1290, 1550, 1306, 1564]
table-row	[999, 1803, 1462, 1818]
quantity-cell: —	[1396, 1654, 1408, 1668]
item-name-cell: Viereckige Tücher zum Bedecken der Instrumente und Operationstische	[1001, 1699, 1227, 1728]
column-1	[23, 21, 475, 2497]
heading-tuerkischer-bericht: Der türkische Bericht.	[148, 1071, 349, 1090]
